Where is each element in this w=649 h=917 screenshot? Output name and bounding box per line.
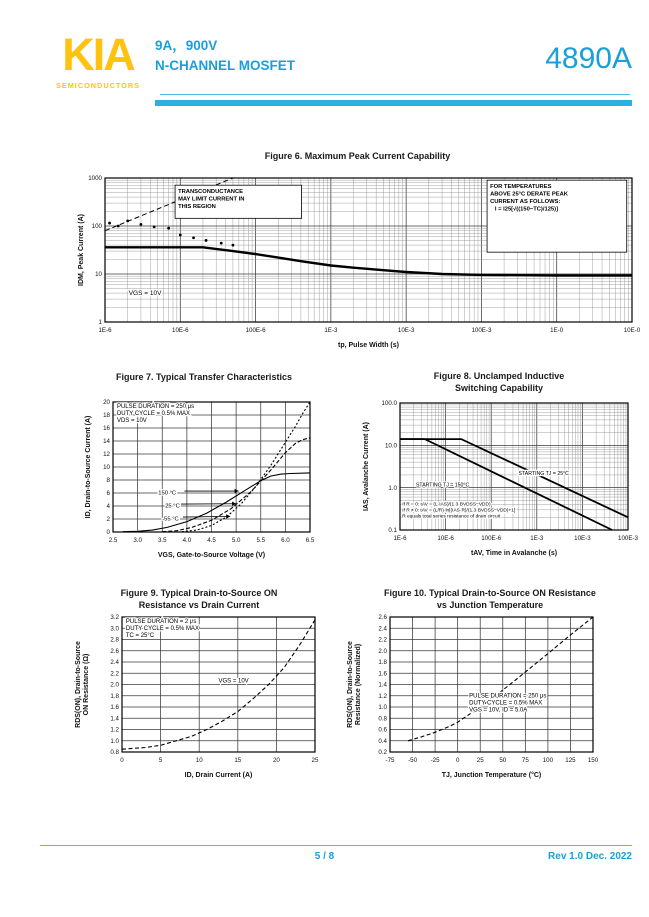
- annotation-text: STARTING TJ = 150°C: [415, 482, 470, 489]
- x-tick-label: -75: [385, 757, 395, 764]
- y-tick-label: 0.1: [388, 527, 397, 535]
- figure-10-chart: [345, 612, 635, 788]
- figure-10-title-line1: Figure 10. Typical Drain-to-Source ON Resistance: [384, 588, 596, 598]
- y-tick-label: 1: [98, 319, 102, 327]
- x-tick-label: 75: [521, 757, 529, 764]
- figure-9-chart: [73, 612, 325, 788]
- y-tick-label: 18: [103, 412, 110, 420]
- y-tick-label: 1.0: [388, 484, 397, 492]
- annotation-text: 150 °C: [158, 490, 177, 497]
- y-tick-label: 2.6: [378, 614, 387, 622]
- x-tick-label: 5.0: [231, 537, 241, 544]
- annotation-arrow-head: [226, 514, 230, 518]
- y-tick-label: 3.0: [110, 625, 119, 633]
- x-tick-label: 100E-3: [618, 535, 638, 542]
- x-tick-label: 50: [499, 757, 507, 764]
- x-tick-label: 150: [587, 757, 599, 764]
- figure-8-title: [358, 371, 640, 394]
- y-tick-label: 12: [103, 451, 110, 459]
- transconductance-data-points: [153, 225, 156, 228]
- y-tick-label: 8: [106, 477, 110, 485]
- y-axis-label: IAS, Avalanche Current (A): [363, 422, 370, 511]
- y-tick-label: 1000: [88, 175, 102, 183]
- x-tick-label: 0: [455, 757, 460, 764]
- transconductance-data-points: [179, 234, 182, 237]
- figure-7-title-line1: Figure 7. Typical Transfer Characteristics: [116, 372, 292, 382]
- annotation-text: If R = 0: tAV = (L·IAS)/(1.3·BVDSS−VDD) If R ≠ 0: tAV = (L/R)·ln[(IAS·R)/(1.3·BVDSS−VDD)+1] R equals total series resistance of drain circuit: [402, 502, 516, 520]
- x-tick-label: 25: [476, 757, 484, 764]
- y-tick-label: 6: [106, 490, 110, 498]
- y-tick-label: 0.2: [378, 749, 387, 757]
- x-tick-label: 100E-3: [471, 327, 492, 334]
- y-tick-label: 2.2: [378, 636, 387, 644]
- page-number: 5 / 8: [314, 851, 335, 862]
- footer-rule: [40, 845, 632, 846]
- annotation-text: FOR TEMPERATURES ABOVE 25°C DERATE PEAK CURRENT AS FOLLOWS: I = I25[√((150−TC)/125)]: [490, 184, 568, 213]
- figure-8-title-line2: Switching Capability: [454, 382, 543, 393]
- figure-9-title-line1: Figure 9. Typical Drain-to-Source ON: [120, 588, 278, 598]
- x-tick-label: 100E-6: [245, 327, 266, 334]
- x-tick-label: 1E-3: [324, 327, 338, 334]
- figure-8-chart: [358, 395, 640, 567]
- x-tick-label: 100E-6: [481, 535, 502, 542]
- x-tick-label: 125: [565, 757, 576, 764]
- y-tick-label: 10: [95, 271, 102, 279]
- y-tick-label: 1.4: [110, 715, 119, 723]
- x-tick-label: 10E-0: [623, 327, 640, 334]
- y-tick-label: 0: [106, 529, 110, 537]
- transconductance-data-points: [205, 239, 208, 242]
- y-tick-label: 3.2: [110, 614, 119, 622]
- figure-6-title-line1: Figure 6. Maximum Peak Current Capability: [264, 151, 451, 161]
- x-tick-label: 20: [272, 757, 280, 764]
- x-tick-label: 10E-3: [574, 535, 591, 542]
- y-tick-label: 100: [91, 223, 102, 231]
- figure-8-title-line1: Figure 8. Unclamped Inductive: [433, 371, 565, 381]
- transconductance-data-points: [140, 223, 143, 226]
- transconductance-data-points: [232, 244, 235, 247]
- y-tick-label: 1.6: [110, 704, 119, 712]
- annotation-text: VGS = 10V: [128, 290, 162, 298]
- annotation-arrow: [183, 516, 230, 517]
- brand-logo: [56, 29, 141, 90]
- y-tick-label: 0.8: [378, 715, 387, 723]
- x-tick-label: 1E-0: [550, 327, 564, 334]
- figure-10-title: [345, 588, 635, 611]
- y-tick-label: 2.2: [110, 670, 119, 678]
- y-tick-label: 2.4: [110, 659, 119, 667]
- x-tick-label: 100: [542, 757, 554, 764]
- y-tick-label: 2.0: [378, 647, 387, 655]
- y-axis-label: IDM, Peak Current (A): [78, 214, 85, 286]
- annotation-text: TRANSCONDUCTANCE MAY LIMIT CURRENT IN THIS REGION: [178, 189, 245, 211]
- x-tick-label: 1E-6: [98, 327, 112, 334]
- annotation-text: PULSE DURATION = 250 μs DUTY CYCLE = 0.5% MAX VGS = 10V, ID = 5.0A: [469, 693, 547, 714]
- y-tick-label: 1.2: [110, 726, 119, 734]
- y-tick-label: 1.2: [378, 692, 387, 700]
- y-axis-label: ID, Drain-to-Source Current (A): [85, 415, 92, 519]
- y-tick-label: 1.8: [378, 659, 387, 667]
- brand-logo-subtext: SEMICONDUCTORS: [56, 81, 141, 90]
- x-tick-label: 3.5: [157, 537, 167, 544]
- transconductance-data-points: [117, 225, 120, 228]
- y-tick-label: 20: [103, 399, 110, 407]
- y-tick-label: 16: [103, 425, 110, 433]
- y-tick-label: 14: [103, 438, 110, 446]
- figure-6-chart: [75, 163, 640, 363]
- device-description: [155, 36, 295, 76]
- revision-label: Rev 1.0 Dec. 2022: [548, 851, 632, 862]
- y-tick-label: 2.4: [378, 625, 387, 633]
- x-axis-label: tp, Pulse Width (s): [338, 342, 399, 349]
- annotation-text: PULSE DURATION = 2 μs DUTY CYCLE = 0.5% MAX TC = 25°C: [125, 619, 199, 640]
- x-tick-label: 10E-3: [397, 327, 415, 334]
- y-tick-label: 2.8: [110, 636, 119, 644]
- y-tick-label: 100.0: [381, 400, 397, 408]
- x-axis-label: VGS, Gate-to-Source Voltage (V): [157, 552, 266, 559]
- y-tick-label: 2.0: [110, 681, 119, 689]
- x-axis-label: ID, Drain Current (A): [184, 772, 253, 779]
- transconductance-data-points: [192, 236, 195, 239]
- transconductance-data-points: [126, 219, 129, 222]
- x-axis-label: tAV, Time in Avalanche (s): [470, 550, 558, 557]
- y-tick-label: 2.6: [110, 647, 119, 655]
- normalized-rdson-curve: [408, 617, 593, 741]
- x-tick-label: -25: [430, 757, 440, 764]
- x-tick-label: 3.0: [133, 537, 142, 544]
- figure-9-title-line2: Resistance vs Drain Current: [138, 599, 260, 610]
- x-tick-label: 1E-3: [530, 535, 544, 542]
- y-axis-label: RDS(ON), Drain-to-Source: [347, 641, 354, 728]
- y-tick-label: 0.8: [110, 749, 119, 757]
- x-tick-label: 4.5: [207, 537, 216, 544]
- annotation-text: STARTING TJ = 25°C: [518, 470, 569, 477]
- y-tick-label: 1.8: [110, 692, 119, 700]
- figure-7-title: [80, 372, 328, 384]
- x-tick-label: 0: [120, 757, 124, 764]
- figure-6-title: [75, 151, 640, 163]
- x-tick-label: 25: [311, 757, 319, 764]
- annotation-text: VGS = 10V: [218, 678, 249, 685]
- transconductance-data-points: [220, 242, 223, 245]
- x-tick-label: 6.0: [281, 537, 290, 544]
- y-tick-label: 1.0: [378, 704, 387, 712]
- device-rating: 9A，900V: [155, 38, 218, 53]
- transconductance-data-points: [167, 227, 170, 230]
- y-tick-label: 1.0: [110, 737, 119, 745]
- y-tick-label: 2: [106, 516, 110, 524]
- y-tick-label: 0.6: [378, 726, 387, 734]
- y-tick-label: 1.4: [378, 681, 387, 689]
- x-tick-label: 15: [234, 757, 242, 764]
- y-tick-label: 1.6: [378, 670, 387, 678]
- annotation-text: 25 °C: [165, 503, 180, 510]
- x-tick-label: 4.0: [182, 537, 192, 544]
- x-tick-label: 1E-6: [393, 535, 407, 542]
- brand-logo-text: KIA: [62, 29, 134, 80]
- transconductance-data-points: [108, 222, 111, 225]
- y-tick-label: 10: [103, 464, 110, 472]
- part-number: 4890A: [545, 42, 632, 75]
- figure-10-title-line2: vs Junction Temperature: [436, 599, 544, 610]
- x-tick-label: 5: [158, 757, 163, 764]
- device-type: N-CHANNEL MOSFET: [155, 58, 295, 73]
- x-tick-label: 10: [195, 757, 203, 764]
- header-rule-thick: [155, 100, 632, 106]
- x-tick-label: 10E-6: [172, 327, 189, 334]
- header-rule-thin: [160, 94, 630, 95]
- figure-9-title: [73, 588, 325, 611]
- figure-7-chart: [80, 385, 328, 570]
- y-axis-label: Resistance (Normalized): [355, 643, 362, 726]
- annotation-text: PULSE DURATION = 250 μs DUTY CYCLE = 0.5% MAX VDS = 10V: [116, 403, 195, 424]
- x-tick-label: 10E-6: [437, 535, 454, 542]
- y-axis-label: ON Resistance (Ω): [83, 653, 90, 716]
- x-axis-label: TJ, Junction Temperature (°C): [441, 772, 542, 779]
- curve-150C: [123, 473, 310, 532]
- annotation-text: -55 °C: [162, 516, 179, 523]
- y-axis-label: RDS(ON), Drain-to-Source: [75, 641, 82, 728]
- x-tick-label: -50: [408, 757, 418, 764]
- y-tick-label: 0.4: [378, 737, 387, 745]
- y-tick-label: 4: [106, 503, 110, 511]
- x-tick-label: 6.5: [305, 537, 315, 544]
- x-tick-label: 5.5: [256, 537, 266, 544]
- x-tick-label: 2.5: [108, 537, 118, 544]
- y-tick-label: 10.0: [384, 442, 397, 450]
